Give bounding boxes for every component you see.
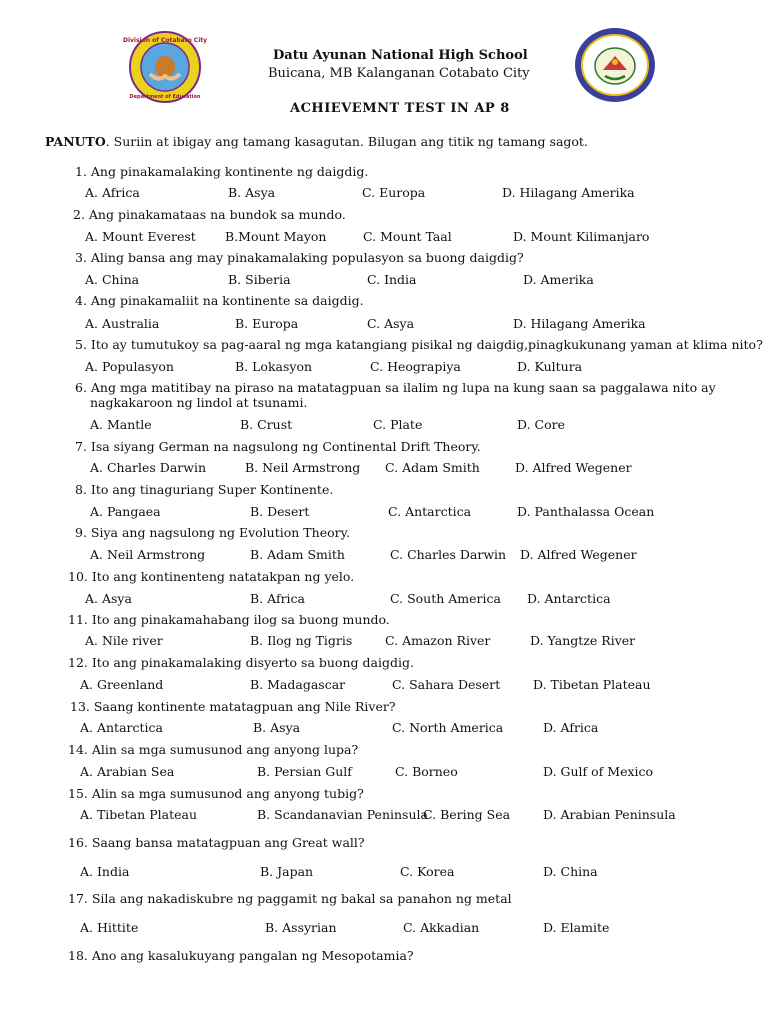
question-13-option-d[interactable]: D. Africa xyxy=(543,720,599,735)
question-1-option-b[interactable]: B. Asya xyxy=(228,185,276,200)
question-18: 18. Ano ang kasalukuyang pangalan ng Mesopotamia? xyxy=(68,948,414,963)
question-7-option-b[interactable]: B. Neil Armstrong xyxy=(245,460,361,475)
question-16-option-a[interactable]: A. India xyxy=(80,864,130,879)
question-2-option-a[interactable]: A. Mount Everest xyxy=(85,229,196,244)
question-5-option-b[interactable]: B. Lokasyon xyxy=(235,359,313,374)
question-8-option-d[interactable]: D. Panthalassa Ocean xyxy=(517,504,655,519)
question-7-option-c[interactable]: C. Adam Smith xyxy=(385,460,480,475)
question-2-option-c[interactable]: C. Mount Taal xyxy=(363,229,452,244)
question-1-option-d[interactable]: D. Hilagang Amerika xyxy=(502,185,635,200)
question-6-option-b[interactable]: B. Crust xyxy=(240,417,293,432)
question-17: 17. Sila ang nakadiskubre ng paggamit ng bakal sa panahon ng metal xyxy=(68,891,512,906)
question-3: 3. Aling bansa ang may pinakamalaking populasyon sa buong daigdig? xyxy=(75,250,524,265)
question-11-option-b[interactable]: B. Ilog ng Tigris xyxy=(250,633,353,648)
question-7-option-a[interactable]: A. Charles Darwin xyxy=(90,460,206,475)
question-10: 10. Ito ang kontinenteng natatakpan ng yelo. xyxy=(68,569,355,584)
question-9-option-c[interactable]: C. Charles Darwin xyxy=(390,547,507,562)
question-1-option-c[interactable]: C. Europa xyxy=(362,185,426,200)
question-4-option-d[interactable]: D. Hilagang Amerika xyxy=(513,316,646,331)
question-8-option-b[interactable]: B. Desert xyxy=(250,504,310,519)
question-12-option-b[interactable]: B. Madagascar xyxy=(250,677,346,692)
question-10-option-a[interactable]: A. Asya xyxy=(85,591,132,606)
question-5-option-a[interactable]: A. Populasyon xyxy=(85,359,174,374)
question-13-option-b[interactable]: B. Asya xyxy=(253,720,301,735)
question-8-option-c[interactable]: C. Antarctica xyxy=(388,504,472,519)
question-2-option-d[interactable]: D. Mount Kilimanjaro xyxy=(513,229,650,244)
question-6-option-d[interactable]: D. Core xyxy=(517,417,565,432)
instructions-label: PANUTO xyxy=(45,134,106,149)
question-15-option-a[interactable]: A. Tibetan Plateau xyxy=(80,807,197,822)
svg-text:Department of Education: Department of Education xyxy=(129,94,201,100)
question-3-option-d[interactable]: D. Amerika xyxy=(523,272,594,287)
school-address: Buicana, MB Kalanganan Cotabato City xyxy=(268,66,530,81)
question-8-option-a[interactable]: A. Pangaea xyxy=(90,504,161,519)
test-title: ACHIEVEMNT TEST IN AP 8 xyxy=(290,101,510,116)
question-13-option-c[interactable]: C. North America xyxy=(392,720,504,735)
svg-text:Division of Cotabato City: Division of Cotabato City xyxy=(122,37,208,44)
question-6: 6. Ang mga matitibay na piraso na matatagpuan sa ilalim ng lupa na kung saan sa paggalawa nito ay xyxy=(75,380,716,395)
question-10-option-b[interactable]: B. Africa xyxy=(250,591,305,606)
question-9-option-a[interactable]: A. Neil Armstrong xyxy=(90,547,206,562)
question-14-option-b[interactable]: B. Persian Gulf xyxy=(257,764,352,779)
question-14-option-a[interactable]: A. Arabian Sea xyxy=(80,764,175,779)
question-5: 5. Ito ay tumutukoy sa pag-aaral ng mga katangiang pisikal ng daigdig,pinagkukunang yaman at klima nito? xyxy=(75,337,763,352)
school-logo xyxy=(573,26,657,104)
question-11-option-c[interactable]: C. Amazon River xyxy=(385,633,491,648)
question-17-option-a[interactable]: A. Hittite xyxy=(80,920,139,935)
question-14-option-c[interactable]: C. Borneo xyxy=(395,764,458,779)
question-5-option-c[interactable]: C. Heograpiya xyxy=(370,359,461,374)
question-12: 12. Ito ang pinakamalaking disyerto sa buong daigdig. xyxy=(68,655,414,670)
question-3-option-a[interactable]: A. China xyxy=(85,272,140,287)
question-14: 14. Alin sa mga sumusunod ang anyong lupa? xyxy=(68,742,359,757)
question-8: 8. Ito ang tinaguriang Super Kontinente. xyxy=(75,482,334,497)
question-7: 7. Isa siyang German na nagsulong ng Continental Drift Theory. xyxy=(75,439,481,454)
question-11-option-a[interactable]: A. Nile river xyxy=(85,633,163,648)
question-14-option-d[interactable]: D. Gulf of Mexico xyxy=(543,764,654,779)
question-9: 9. Siya ang nagsulong ng Evolution Theory. xyxy=(75,525,350,540)
question-17-option-b[interactable]: B. Assyrian xyxy=(265,920,337,935)
question-7-option-d[interactable]: D. Alfred Wegener xyxy=(515,460,632,475)
school-name: Datu Ayunan National High School xyxy=(273,48,528,63)
question-15-option-d[interactable]: D. Arabian Peninsula xyxy=(543,807,676,822)
question-6-continued: nagkakaroon ng lindol at tsunami. xyxy=(90,395,308,410)
question-3-option-b[interactable]: B. Siberia xyxy=(228,272,291,287)
question-2-option-b[interactable]: B.Mount Mayon xyxy=(225,229,327,244)
question-16-option-c[interactable]: C. Korea xyxy=(400,864,455,879)
question-5-option-d[interactable]: D. Kultura xyxy=(517,359,583,374)
question-17-option-d[interactable]: D. Elamite xyxy=(543,920,610,935)
question-10-option-c[interactable]: C. South America xyxy=(390,591,501,606)
question-6-option-c[interactable]: C. Plate xyxy=(373,417,423,432)
question-4-option-b[interactable]: B. Europa xyxy=(235,316,299,331)
question-17-option-c[interactable]: C. Akkadian xyxy=(403,920,480,935)
question-15: 15. Alin sa mga sumusunod ang anyong tubig? xyxy=(68,786,364,801)
question-3-option-c[interactable]: C. India xyxy=(367,272,417,287)
division-logo xyxy=(122,30,208,104)
question-16: 16. Saang bansa matatagpuan ang Great wall? xyxy=(68,835,365,850)
question-10-option-d[interactable]: D. Antarctica xyxy=(527,591,611,606)
question-2: 2. Ang pinakamataas na bundok sa mundo. xyxy=(73,207,346,222)
question-15-option-c[interactable]: C. Bering Sea xyxy=(423,807,511,822)
question-9-option-b[interactable]: B. Adam Smith xyxy=(250,547,345,562)
question-11-option-d[interactable]: D. Yangtze River xyxy=(530,633,636,648)
question-1-option-a[interactable]: A. Africa xyxy=(85,185,140,200)
instructions xyxy=(45,134,588,149)
question-6-option-a[interactable]: A. Mantle xyxy=(90,417,152,432)
question-12-option-a[interactable]: A. Greenland xyxy=(80,677,164,692)
question-11: 11. Ito ang pinakamahabang ilog sa buong mundo. xyxy=(68,612,390,627)
question-4-option-c[interactable]: C. Asya xyxy=(367,316,415,331)
question-15-option-b[interactable]: B. Scandanavian Peninsula xyxy=(257,807,428,822)
question-12-option-c[interactable]: C. Sahara Desert xyxy=(392,677,501,692)
instructions-text: . Suriin at ibigay ang tamang kasagutan. Bilugan ang titik ng tamang sagot. xyxy=(105,134,588,149)
question-12-option-d[interactable]: D. Tibetan Plateau xyxy=(533,677,651,692)
question-4-option-a[interactable]: A. Australia xyxy=(85,316,160,331)
question-13-option-a[interactable]: A. Antarctica xyxy=(80,720,163,735)
question-16-option-b[interactable]: B. Japan xyxy=(260,864,314,879)
question-9-option-d[interactable]: D. Alfred Wegener xyxy=(520,547,637,562)
question-4: 4. Ang pinakamaliit na kontinente sa daigdig. xyxy=(75,293,364,308)
question-1: 1. Ang pinakamalaking kontinente ng daigdig. xyxy=(75,164,369,179)
question-13: 13. Saang kontinente matatagpuan ang Nile River? xyxy=(70,699,396,714)
question-16-option-d[interactable]: D. China xyxy=(543,864,598,879)
